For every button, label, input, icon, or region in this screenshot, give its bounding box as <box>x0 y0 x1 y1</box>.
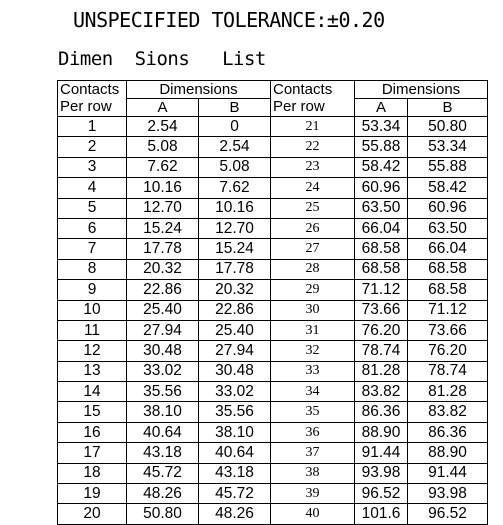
dim-a-right-cell: 86.36 <box>355 402 408 422</box>
dim-a-left-cell: 22.86 <box>127 280 199 300</box>
contacts-left-cell: 4 <box>58 178 127 198</box>
contacts-right-cell: 23 <box>271 157 355 177</box>
contacts-right-cell: 36 <box>271 422 355 442</box>
contacts-left-cell: 11 <box>58 320 127 340</box>
dim-b-right-cell: 71.12 <box>408 300 488 320</box>
dim-b-right-cell: 76.20 <box>408 341 488 361</box>
dim-b-right-cell: 96.52 <box>408 504 488 524</box>
table-row <box>58 198 488 218</box>
table-row <box>58 137 488 157</box>
contacts-left-cell: 3 <box>58 157 127 177</box>
dim-a-right-cell: 66.04 <box>355 218 408 238</box>
dim-a-left-cell: 38.10 <box>127 402 199 422</box>
dim-a-left-cell: 43.18 <box>127 443 199 463</box>
dim-a-left-cell: 40.64 <box>127 422 199 442</box>
dim-b-left-cell: 25.40 <box>199 320 271 340</box>
header-dimensions-right: Dimensions <box>355 81 488 99</box>
dim-b-left-cell: 35.56 <box>199 402 271 422</box>
dim-b-right-cell: 81.28 <box>408 382 488 402</box>
dim-a-right-cell: 91.44 <box>355 443 408 463</box>
header-col-b-right: B <box>408 99 488 117</box>
contacts-left-cell: 16 <box>58 422 127 442</box>
contacts-left-cell: 6 <box>58 218 127 238</box>
contacts-right-cell: 37 <box>271 443 355 463</box>
dim-a-right-cell: 88.90 <box>355 422 408 442</box>
dim-a-left-cell: 25.40 <box>127 300 199 320</box>
contacts-right-cell: 22 <box>271 137 355 157</box>
dim-b-right-cell: 60.96 <box>408 198 488 218</box>
dim-b-left-cell: 2.54 <box>199 137 271 157</box>
dim-a-right-cell: 73.66 <box>355 300 408 320</box>
contacts-left-cell: 10 <box>58 300 127 320</box>
header-contacts-right: Contacts <box>271 81 355 99</box>
dim-a-right-cell: 63.50 <box>355 198 408 218</box>
dim-a-left-cell: 15.24 <box>127 218 199 238</box>
contacts-left-cell: 7 <box>58 239 127 259</box>
dim-a-left-cell: 30.48 <box>127 341 199 361</box>
contacts-left-cell: 15 <box>58 402 127 422</box>
dim-b-right-cell: 68.58 <box>408 280 488 300</box>
dim-b-left-cell: 20.32 <box>199 280 271 300</box>
contacts-right-cell: 32 <box>271 341 355 361</box>
dim-b-left-cell: 45.72 <box>199 484 271 504</box>
table-row <box>58 402 488 422</box>
dim-b-left-cell: 22.86 <box>199 300 271 320</box>
dim-a-right-cell: 101.6 <box>355 504 408 524</box>
dim-b-right-cell: 66.04 <box>408 239 488 259</box>
contacts-left-cell: 9 <box>58 280 127 300</box>
dim-b-left-cell: 7.62 <box>199 178 271 198</box>
dim-b-right-cell: 83.82 <box>408 402 488 422</box>
contacts-left-cell: 2 <box>58 137 127 157</box>
dim-b-right-cell: 93.98 <box>408 484 488 504</box>
dim-a-left-cell: 35.56 <box>127 382 199 402</box>
dim-a-left-cell: 2.54 <box>127 117 199 137</box>
dim-a-left-cell: 50.80 <box>127 504 199 524</box>
table-row <box>58 361 488 381</box>
dim-b-left-cell: 40.64 <box>199 443 271 463</box>
contacts-right-cell: 39 <box>271 484 355 504</box>
contacts-right-cell: 24 <box>271 178 355 198</box>
header-dimensions-left: Dimensions <box>127 81 271 99</box>
dim-a-left-cell: 17.78 <box>127 239 199 259</box>
table-row <box>58 117 488 137</box>
dim-a-right-cell: 78.74 <box>355 341 408 361</box>
dim-b-right-cell: 73.66 <box>408 320 488 340</box>
contacts-right-cell: 27 <box>271 239 355 259</box>
dim-a-left-cell: 48.26 <box>127 484 199 504</box>
dim-b-left-cell: 33.02 <box>199 382 271 402</box>
dimensions-table <box>57 80 488 525</box>
dim-a-left-cell: 45.72 <box>127 463 199 483</box>
contacts-left-cell: 20 <box>58 504 127 524</box>
dim-b-right-cell: 55.88 <box>408 157 488 177</box>
contacts-right-cell: 40 <box>271 504 355 524</box>
contacts-right-cell: 34 <box>271 382 355 402</box>
dim-b-right-cell: 53.34 <box>408 137 488 157</box>
dim-a-left-cell: 33.02 <box>127 361 199 381</box>
table-row <box>58 218 488 238</box>
header-col-a-left: A <box>127 99 199 117</box>
table-row <box>58 484 488 504</box>
dim-b-right-cell: 68.58 <box>408 259 488 279</box>
header-row-1 <box>58 81 488 99</box>
contacts-right-cell: 30 <box>271 300 355 320</box>
header-col-a-right: A <box>355 99 408 117</box>
table-row <box>58 300 488 320</box>
header-per-row-left: Per row <box>58 99 127 117</box>
dim-b-right-cell: 91.44 <box>408 463 488 483</box>
table-row <box>58 178 488 198</box>
dim-a-right-cell: 55.88 <box>355 137 408 157</box>
contacts-left-cell: 1 <box>58 117 127 137</box>
table-row <box>58 341 488 361</box>
dim-a-right-cell: 81.28 <box>355 361 408 381</box>
dim-a-left-cell: 12.70 <box>127 198 199 218</box>
dim-b-left-cell: 48.26 <box>199 504 271 524</box>
dim-b-left-cell: 5.08 <box>199 157 271 177</box>
dim-a-right-cell: 83.82 <box>355 382 408 402</box>
dim-a-left-cell: 27.94 <box>127 320 199 340</box>
header-col-b-left: B <box>199 99 271 117</box>
table-row <box>58 320 488 340</box>
dimensions-list-heading: Dimen Sions List <box>58 48 266 70</box>
dim-b-left-cell: 15.24 <box>199 239 271 259</box>
dim-a-right-cell: 71.12 <box>355 280 408 300</box>
dim-b-right-cell: 50.80 <box>408 117 488 137</box>
dim-a-right-cell: 76.20 <box>355 320 408 340</box>
contacts-right-cell: 31 <box>271 320 355 340</box>
table-row <box>58 280 488 300</box>
dim-a-right-cell: 96.52 <box>355 484 408 504</box>
header-per-row-right: Per row <box>271 99 355 117</box>
table-row <box>58 422 488 442</box>
contacts-left-cell: 8 <box>58 259 127 279</box>
dimensions-table-body <box>58 81 488 525</box>
dim-b-left-cell: 43.18 <box>199 463 271 483</box>
dim-b-left-cell: 27.94 <box>199 341 271 361</box>
contacts-left-cell: 14 <box>58 382 127 402</box>
dim-a-right-cell: 60.96 <box>355 178 408 198</box>
contacts-right-cell: 26 <box>271 218 355 238</box>
dim-b-left-cell: 0 <box>199 117 271 137</box>
table-row <box>58 239 488 259</box>
contacts-right-cell: 33 <box>271 361 355 381</box>
table-row <box>58 259 488 279</box>
dim-a-right-cell: 93.98 <box>355 463 408 483</box>
dim-b-right-cell: 63.50 <box>408 218 488 238</box>
dim-b-right-cell: 86.36 <box>408 422 488 442</box>
dim-b-right-cell: 78.74 <box>408 361 488 381</box>
table-row <box>58 382 488 402</box>
dim-b-left-cell: 38.10 <box>199 422 271 442</box>
dim-a-left-cell: 5.08 <box>127 137 199 157</box>
contacts-right-cell: 38 <box>271 463 355 483</box>
contacts-right-cell: 35 <box>271 402 355 422</box>
dim-a-right-cell: 53.34 <box>355 117 408 137</box>
dim-b-left-cell: 10.16 <box>199 198 271 218</box>
contacts-left-cell: 13 <box>58 361 127 381</box>
dim-a-right-cell: 58.42 <box>355 157 408 177</box>
table-row <box>58 463 488 483</box>
dim-b-right-cell: 88.90 <box>408 443 488 463</box>
contacts-left-cell: 17 <box>58 443 127 463</box>
dim-a-right-cell: 68.58 <box>355 259 408 279</box>
table-row <box>58 157 488 177</box>
dim-b-left-cell: 12.70 <box>199 218 271 238</box>
dim-a-left-cell: 20.32 <box>127 259 199 279</box>
header-row-2 <box>58 99 488 117</box>
tolerance-title: UNSPECIFIED TOLERANCE:±0.20 <box>73 8 385 32</box>
contacts-left-cell: 18 <box>58 463 127 483</box>
header-contacts-left: Contacts <box>58 81 127 99</box>
dim-a-left-cell: 7.62 <box>127 157 199 177</box>
dim-a-right-cell: 68.58 <box>355 239 408 259</box>
contacts-right-cell: 21 <box>271 117 355 137</box>
contacts-right-cell: 29 <box>271 280 355 300</box>
contacts-left-cell: 19 <box>58 484 127 504</box>
contacts-left-cell: 12 <box>58 341 127 361</box>
contacts-right-cell: 28 <box>271 259 355 279</box>
dim-b-left-cell: 30.48 <box>199 361 271 381</box>
table-row <box>58 504 488 524</box>
dim-b-right-cell: 58.42 <box>408 178 488 198</box>
table-row <box>58 443 488 463</box>
dim-b-left-cell: 17.78 <box>199 259 271 279</box>
contacts-left-cell: 5 <box>58 198 127 218</box>
dim-a-left-cell: 10.16 <box>127 178 199 198</box>
contacts-right-cell: 25 <box>271 198 355 218</box>
